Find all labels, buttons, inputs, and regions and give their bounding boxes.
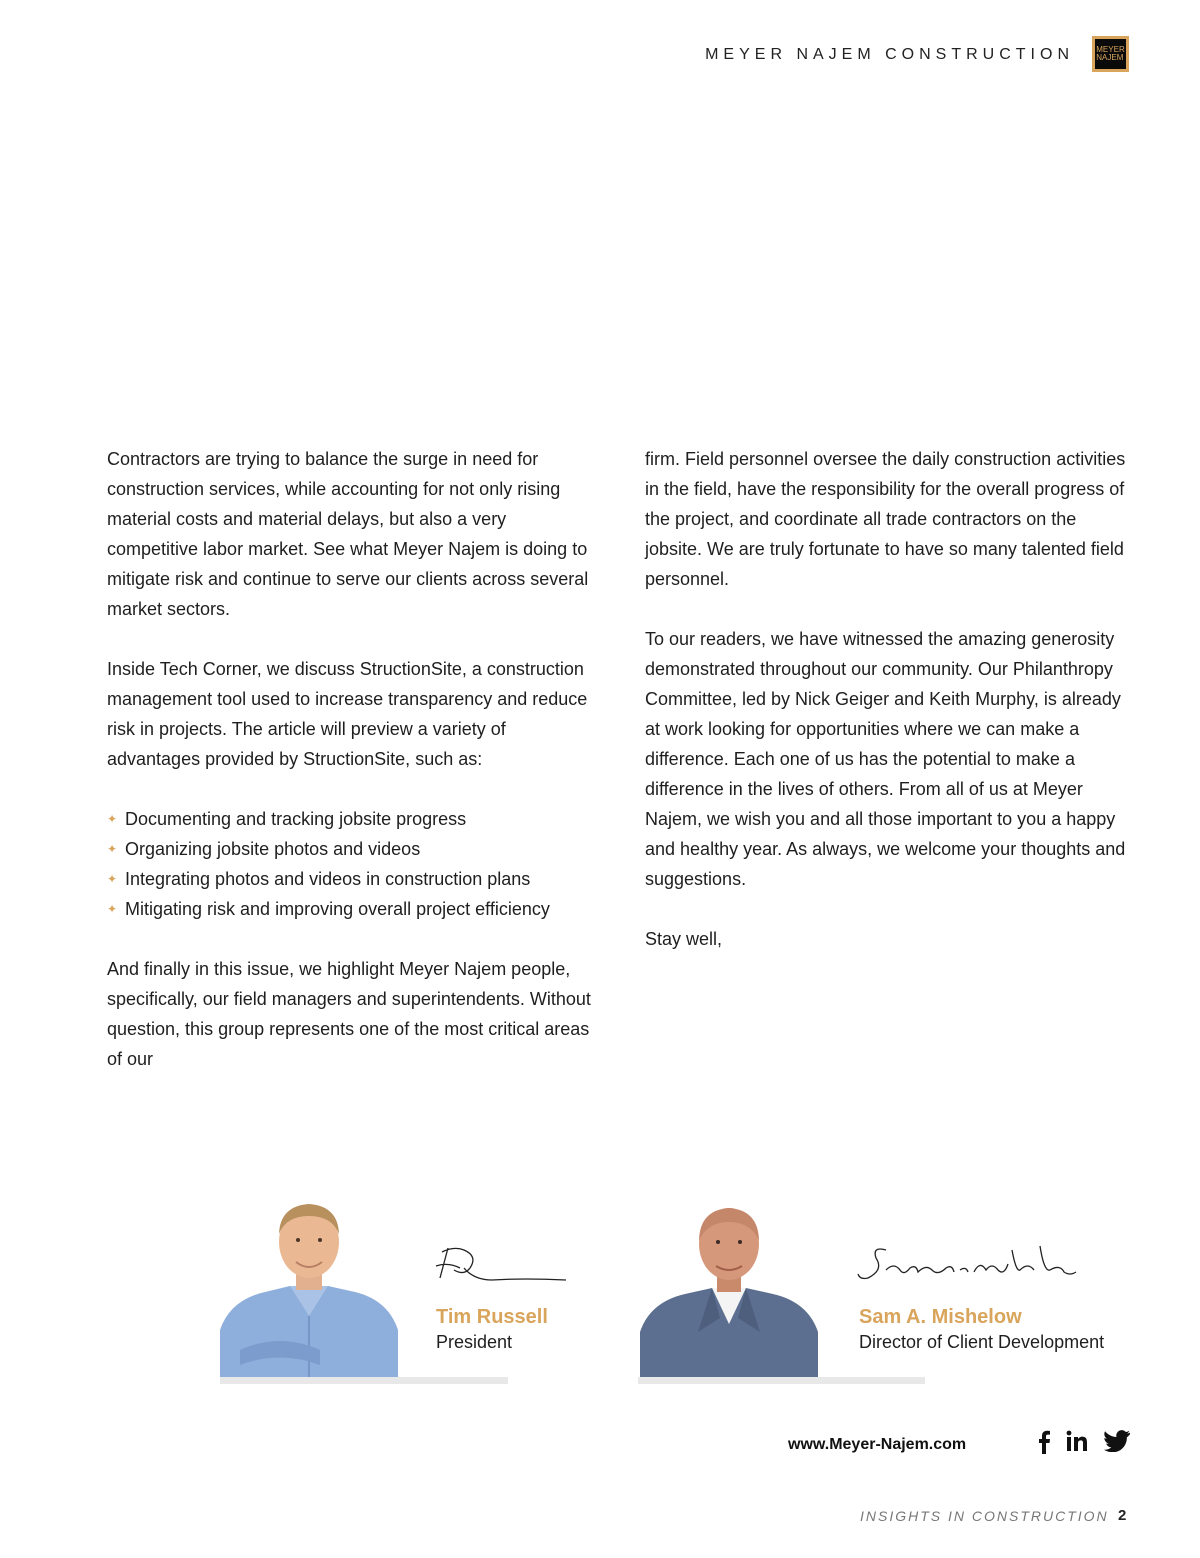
- logo-text: MEYER NAJEM: [1096, 45, 1125, 62]
- photo-divider: [220, 1377, 508, 1384]
- tim-russell-signature: [434, 1242, 574, 1290]
- signatory-name: Tim Russell: [436, 1306, 548, 1328]
- paragraph: To our readers, we have witnessed the amazing generosity demonstrated throughout our community. Our Philanthropy Committee, led by Nick Geiger and Keith Murphy, is already at work looking for opportunities where we can make a difference. Each one of us has the potential to make a difference in the lives of others. From all of us at Meyer Najem, we wish you and all those important to you a happy and healthy year. As always, we welcome your thoughts and suggestions.: [645, 629, 1126, 889]
- star-bullet-icon: ✦: [107, 812, 118, 826]
- signatory-name: Sam A. Mishelow: [859, 1306, 1022, 1328]
- publication-title: INSIGHTS IN CONSTRUCTION: [860, 1508, 1109, 1524]
- tim-russell-photo: [220, 1200, 398, 1378]
- sam-mishelow-photo: [640, 1200, 818, 1378]
- twitter-icon[interactable]: [1104, 1430, 1130, 1452]
- paragraph: And finally in this issue, we highlight Meyer Najem people, specifically, our field managers and superintendents. Without question, this group represents one of the most critical areas of our: [107, 959, 591, 1069]
- star-bullet-icon: ✦: [107, 902, 118, 916]
- star-bullet-icon: ✦: [107, 872, 118, 886]
- signatory-title: Director of Client Development: [859, 1332, 1105, 1352]
- signatory-title: President: [436, 1332, 513, 1352]
- company-logo: [1092, 36, 1129, 72]
- right-column: [645, 444, 1135, 954]
- closing-line: Stay well,: [645, 929, 723, 949]
- website-link[interactable]: www.Meyer-Najem.com: [788, 1436, 967, 1453]
- star-bullet-icon: ✦: [107, 842, 118, 856]
- list-item: ✦ Integrating photos and videos in construction plans: [107, 864, 597, 894]
- photo-divider: [638, 1377, 925, 1384]
- header-brand: MEYER NAJEM CONSTRUCTION: [705, 46, 1074, 63]
- paragraph: firm. Field personnel oversee the daily construction activities in the field, have the responsibility for the overall progress of the project, and coordinate all trade contractors on the jobsite. We are truly fortunate to have so many talented field personnel.: [645, 449, 1126, 589]
- linkedin-icon[interactable]: [1066, 1430, 1088, 1452]
- list-item: ✦ Documenting and tracking jobsite progress: [107, 804, 597, 834]
- facebook-icon[interactable]: [1036, 1430, 1052, 1454]
- left-column: [107, 444, 597, 1074]
- paragraph: Inside Tech Corner, we discuss StructionSite, a construction management tool used to increase transparency and reduce risk in projects. The article will preview a variety of advantages provided by StructionSite, such as:: [107, 659, 588, 769]
- paragraph: Contractors are trying to balance the surge in need for construction services, while accounting for not only rising material costs and material delays, but also a very competitive labor market. See what Meyer Najem is doing to mitigate risk and continue to serve our clients across several market sectors.: [107, 449, 589, 619]
- advantages-list: [107, 804, 597, 924]
- list-item: ✦ Organizing jobsite photos and videos: [107, 834, 597, 864]
- page-number: 2: [1118, 1507, 1127, 1524]
- list-item: ✦ Mitigating risk and improving overall project efficiency: [107, 894, 597, 924]
- sam-mishelow-signature: [856, 1242, 1078, 1286]
